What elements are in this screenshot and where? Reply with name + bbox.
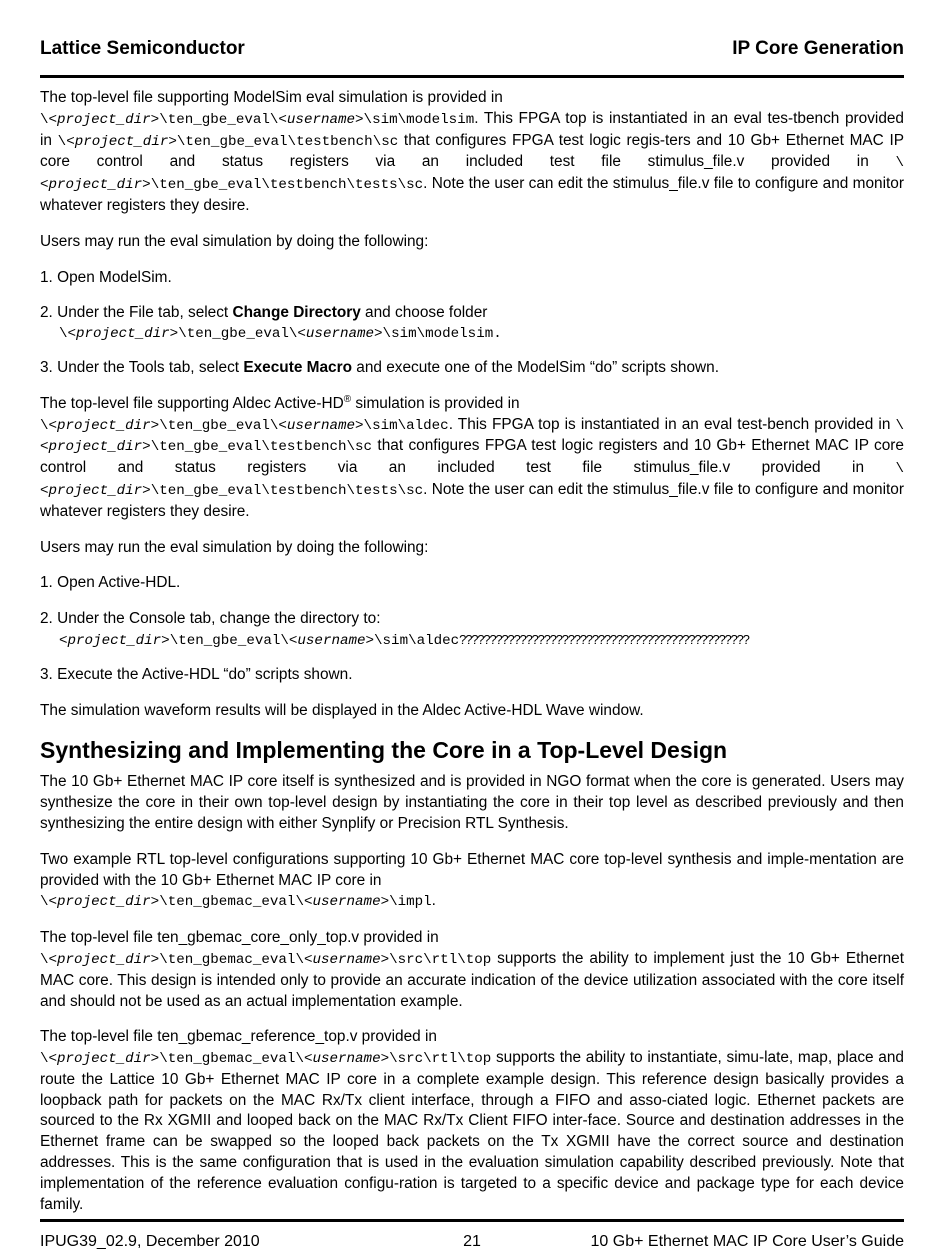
modelsim-step-2: 2. Under the File tab, select Change Directory and choose folder \<project_dir>\ten_gbe_eval\<username>\sim\modelsim. <box>40 303 904 345</box>
page-number: 21 <box>463 1233 481 1250</box>
path-testbench-tests-sc: \<project_dir>\ten_gbe_eval\testbench\tests\sc <box>40 155 904 194</box>
path-core-only-top: \<project_dir>\ten_gbemac_eval\<username>\src\rtl\top <box>40 951 492 968</box>
path-aldec-console: <project_dir>\ten_gbe_eval\<username>\sim\aldec???????????????????????????????????????????????? <box>59 631 749 649</box>
footer-guide-title: 10 Gb+ Ethernet MAC IP Core User’s Guide <box>590 1233 904 1250</box>
waveform-paragraph: The simulation waveform results will be displayed in the Aldec Active-HDL Wave window. <box>40 701 644 719</box>
path-impl: \<project_dir>\ten_gbemac_eval\<username>\impl <box>40 894 432 911</box>
page-header <box>40 38 904 60</box>
synthesis-paragraph: The 10 Gb+ Ethernet MAC IP core itself is synthesized and is provided in NGO format when the core is generated. Users may synthesize the core in their own top-level design by instantiating the core in their top level as described previously and then synthesizing the entire design with either Synplify or Precision RTL Synthesis. <box>40 773 904 832</box>
header-chapter: IP Core Generation <box>732 38 904 59</box>
section-heading: Synthesizing and Implementing the Core in a Top-Level Design <box>40 737 728 764</box>
modelsim-step-1: 1. Open ModelSim. <box>40 268 172 286</box>
path-reference-top: \<project_dir>\ten_gbemac_eval\<username>\src\rtl\top <box>40 1051 492 1068</box>
core-only-paragraph: The top-level file ten_gbemac_core_only_top.v provided in \<project_dir>\ten_gbemac_eval\<username>\src\rtl\top supports the ability to implement just the 10 Gb+ Ethernet MAC core. This design is intended only to provide an accurate indication of the device utilization associated with the core itself and should not be used as an actual implementation example. <box>40 929 904 1010</box>
rtl-config-paragraph: Two example RTL top-level configurations supporting 10 Gb+ Ethernet MAC core top-level synthesis and imple-mentation are provided with the 10 Gb+ Ethernet MAC IP core in \<project_dir>\ten_gbemac_eval\<username>\impl. <box>40 850 904 911</box>
aldec-step-3: 3. Execute the Active-HDL “do” scripts shown. <box>40 665 353 683</box>
path-testbench-sc: \<project_dir>\ten_gbe_eval\testbench\sc <box>57 133 399 150</box>
aldec-step-1: 1. Open Active-HDL. <box>40 574 181 592</box>
footer-doc-id: IPUG39_02.9, December 2010 <box>40 1233 260 1250</box>
path-aldec-testbench-sc: \<project_dir>\ten_gbe_eval\testbench\sc <box>40 417 904 456</box>
path-aldec-testbench-tests-sc: \<project_dir>\ten_gbe_eval\testbench\tests\sc <box>40 461 904 499</box>
modelsim-intro: Users may run the eval simulation by doing the following: <box>40 232 429 250</box>
path-modelsim: \<project_dir>\ten_gbe_eval\<username>\sim\modelsim <box>40 111 475 128</box>
footer-rule <box>40 1219 904 1222</box>
aldec-intro: Users may run the eval simulation by doing the following: <box>40 538 429 556</box>
reference-top-paragraph: The top-level file ten_gbemac_reference_top.v provided in \<project_dir>\ten_gbemac_eval\<username>\src\rtl\top supports the ability to instantiate, simu-late, map, place and route the Lattice 10 Gb+ Ethernet MAC IP core in a complete example design. This reference design basically provides a loopback path for packets on the MAC Rx/Tx client interface, through a FIFO and asso-ciated logic. Ethernet packets are sourced to the Rx XGMII and looped back on the MAC Rx/Tx Client FIFO inter-face. Source and destination addresses in the Ethernet frame can be swapped so the looped back packets on the Tx XGMII have the correct source and destination addresses. This is the same configuration that is used in the evaluation simulation capability described previously. Note that implementation of the reference evaluation configu-ration is targeted to a specific device and package type for each device family. <box>40 1028 904 1213</box>
path-aldec: \<project_dir>\ten_gbe_eval\<username>\sim\aldec <box>40 417 449 434</box>
aldec-step-2: 2. Under the Console tab, change the directory to: <project_dir>\ten_gbe_eval\<username>\sim\aldec???????????????????????????????????????????????? <box>40 609 904 652</box>
header-company: Lattice Semiconductor <box>40 38 245 59</box>
modelsim-paragraph: The top-level file supporting ModelSim eval simulation is provided in \<project_dir>\ten_gbe_eval\<username>\sim\modelsim. This FPGA top is instantiated in an eval tes-tbench provided in \<project_dir>\ten_gbe_eval\testbench\sc that configures FPGA test logic regis-ters and 10 Gb+ Ethernet MAC IP core control and status registers via an included test file stimulus_file.v provided in \<project_dir>\ten_gbe_eval\testbench\tests\sc. Note the user can edit the stimulus_file.v file to configure and monitor whatever registers they desire. <box>40 89 904 214</box>
aldec-paragraph: The top-level file supporting Aldec Active-HD® simulation is provided in \<project_dir>\ten_gbe_eval\<username>\sim\aldec. This FPGA top is instantiated in an eval test-bench provided in \<project_dir>\ten_gbe_eval\testbench\sc that configures FPGA test logic registers and 10 Gb+ Ethernet MAC IP core control and status registers via an included test file stimulus_file.v provided in \<project_dir>\ten_gbe_eval\testbench\tests\sc. Note the user can edit the stimulus_file.v file to configure and monitor whatever registers they desire. <box>40 393 904 520</box>
header-rule <box>40 75 904 78</box>
page-body <box>40 88 904 1230</box>
modelsim-step-3: 3. Under the Tools tab, select Execute Macro and execute one of the ModelSim “do” scripts shown. <box>40 358 719 376</box>
path-modelsim-folder: \<project_dir>\ten_gbe_eval\<username>\sim\modelsim. <box>59 326 502 343</box>
